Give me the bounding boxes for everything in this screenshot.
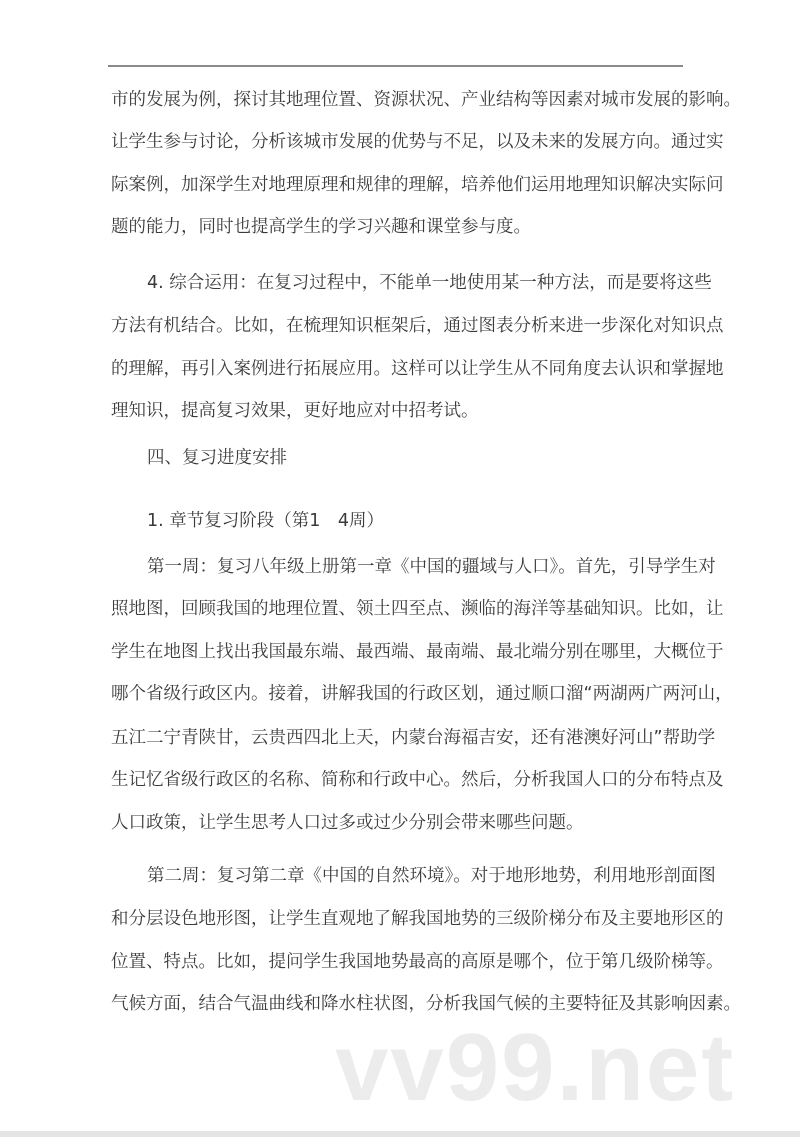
text-line: 第一周：复习八年级上册第一章《中国的疆域与人口》。首先，引导学生对	[147, 557, 716, 577]
text-line: 气候方面，结合气温曲线和降水柱状图，分析我国气候的主要特征及其影响因素。	[111, 994, 741, 1014]
text-line: 哪个省级行政区内。接着，讲解我国的行政区划，通过顺口溜“两湖两广两河山，	[111, 684, 733, 704]
watermark: vv99.net	[335, 1014, 736, 1121]
text-line: 让学生参与讨论，分析该城市发展的优势与不足，以及未来的发展方向。通过实	[111, 132, 724, 152]
text-line: 五江二宁青陕甘，云贵西四北上天，内蒙台海福吉安，还有港澳好河山”帮助学	[111, 728, 716, 748]
subsection-heading: 1. 章节复习阶段（第1 4周）	[147, 511, 385, 531]
text-line: 位置、特点。比如，提问学生我国地势最高的高原是哪个，位于第几级阶梯等。	[111, 952, 724, 972]
text-line: 理知识，提高复习效果，更好地应对中招考试。	[111, 401, 479, 421]
text-line: 第二周：复习第二章《中国的自然环境》。对于地形地势，利用地形剖面图	[147, 866, 716, 886]
text-line: 人口政策，让学生思考人口过多或过少分别会带来哪些问题。	[111, 813, 584, 833]
text-line: 和分层设色地形图，让学生直观地了解我国地势的三级阶梯分布及主要地形区的	[111, 909, 724, 929]
section-heading: 四、复习进度安排	[147, 448, 287, 468]
text-line: 市的发展为例，探讨其地理位置、资源状况、产业结构等因素对城市发展的影响。	[111, 90, 741, 110]
text-line: 方法有机结合。比如，在梳理知识框架后，通过图表分析来进一步深化对知识点	[111, 316, 724, 336]
text-line: 生记忆省级行政区的名称、简称和行政中心。然后，分析我国人口的分布特点及	[111, 770, 724, 790]
text-line: 学生在地图上找出我国最东端、最西端、最南端、最北端分别在哪里，大概位于	[111, 642, 724, 662]
text-line: 际案例，加深学生对地理原理和规律的理解，培养他们运用地理知识解决实际问	[111, 175, 724, 195]
text-line: 照地图，回顾我国的地理位置、领土四至点、濒临的海洋等基础知识。比如，让	[111, 599, 724, 619]
text-line: 4. 综合运用：在复习过程中，不能单一地使用某一种方法，而是要将这些	[147, 273, 712, 293]
text-line: 题的能力，同时也提高学生的学习兴趣和课堂参与度。	[111, 217, 531, 237]
text-line: 的理解，再引入案例进行拓展应用。这样可以让学生从不同角度去认识和掌握地	[111, 359, 724, 379]
header-rule	[108, 65, 683, 67]
page-bottom-edge	[0, 1131, 800, 1137]
